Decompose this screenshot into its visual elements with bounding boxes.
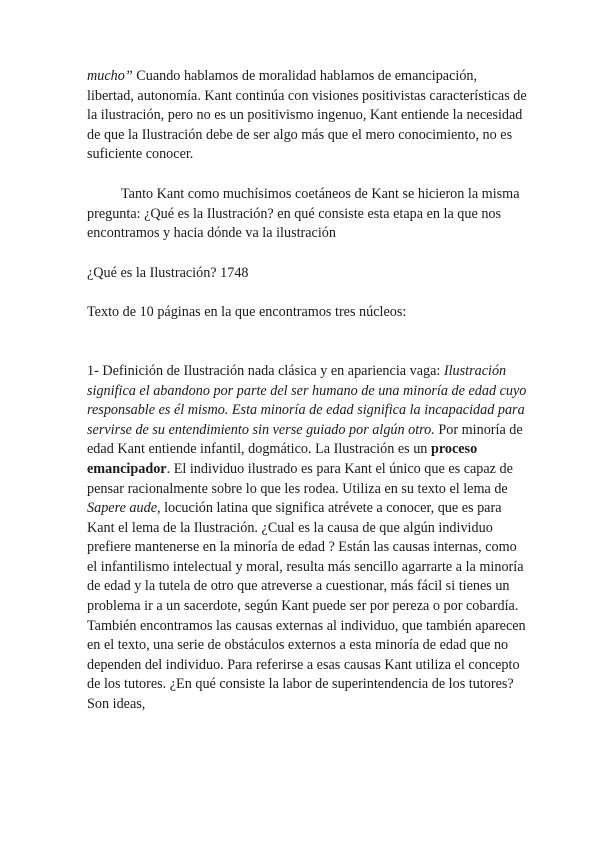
definition-text-c: , locución latina que significa atrévete a conocer, que es para Kant el lema de la Ilustración. ¿Cual es la causa de que algún individuo prefiere mantenerse en la minoría de edad ? Están las causas internas, como el infantilismo intelectual y moral, resulta más sencillo agarrarte a la minoría de edad y la tutela de otro que atreverse a cuestionar, más fácil si tienes un problema ir a un sacerdote, según Kant puede ser por pereza o por cobardía. También encontramos las causas externas al individuo, que también aparecen en el texto, una serie de obstáculos externos a esta minoría de edad que no dependen del individuo. Para referirse a esas causas Kant utiliza el concepto de los tutores. ¿En qué consiste la labor de superintendencia de los tutores? Son ideas, [87, 500, 526, 713]
definition-intro: 1- Definición de Ilustración nada clásica y en apariencia vaga: [87, 362, 444, 379]
definition-italic: Ilustración significa el abandono por parte del ser humano de una minoría de edad cuyo responsable es él mismo. Esta minoría de edad significa la incapacidad para servirse de su entendimiento sin verse guiado por algún otro. [87, 362, 527, 438]
paragraph-three-nuclei: Texto de 10 páginas en la que encontramos tres núcleos: [87, 304, 407, 321]
sapere-aude-italic: Sapere aude [87, 500, 157, 517]
definition-text-b: . El individuo ilustrado es para Kant el único que es capaz de pensar racionalmente sobre lo que les rodea. Utiliza en su texto el lema de [87, 460, 513, 497]
page-content [87, 67, 527, 715]
paragraph-kant-question: Tanto Kant como muchísimos coetáneos de Kant se hicieron la misma pregunta: ¿Qué es la Ilustración? en qué consiste esta etapa en la que nos encontramos y hacia dónde va la ilustración [87, 185, 520, 242]
definition-text-a: Por minoría de edad Kant entiende infantil, dogmático. La Ilustración es un [87, 421, 523, 458]
section-question-heading: ¿Qué es la Ilustración? 1748 [87, 264, 249, 281]
quote-end-italic: mucho” [87, 68, 133, 84]
paragraph-emancipation [87, 67, 527, 165]
paragraph-definition [87, 362, 527, 715]
paragraph-text: Cuando hablamos de moralidad hablamos de emancipación, libertad, autonomía. Kant continúa con visiones positivistas características de la ilustración, pero no es un positivismo ingenuo, Kant entiende la necesidad de que la Ilustración debe de ser algo más que el mero conocimiento, no es suficiente conocer. [87, 68, 527, 163]
emancipatory-process-bold: proceso emancipador [87, 441, 478, 477]
